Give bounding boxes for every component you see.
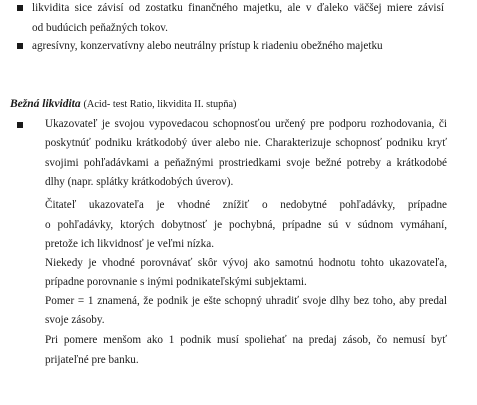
- text-line: o pohľadávky, ktorých dobytnosť je pochybná, prípadne sú v súdnom vymáhaní,: [45, 219, 447, 231]
- text-line: prípadne porovnanie s inými podnikateľskými subjektami.: [45, 276, 307, 288]
- text-line: Pri pomere menšom ako 1 podnik musí spoliehať na predaj zásob, čo nemusí byť: [45, 334, 447, 346]
- text-line: Niekedy je vhodné porovnávať skôr vývoj ako samotnú hodnotu tohto ukazovateľa,: [45, 257, 447, 269]
- text-line: dlhy (napr. splátky krátkodobých úverov).: [45, 176, 234, 188]
- section-title: Bežná likvidita: [10, 98, 81, 110]
- text-line: agresívny, konzervatívny alebo neutrálny prístup k riadeniu obežného majetku: [32, 40, 383, 52]
- bullet-marker: [17, 5, 23, 11]
- text-line: svoje zásoby.: [45, 314, 105, 326]
- text-line: od budúcich peňažných tokov.: [32, 22, 168, 34]
- bullet-marker: [17, 43, 23, 49]
- text-line: Čitateľ ukazovateľa je vhodné znížiť o nedobytné pohľadávky, prípadne: [45, 199, 447, 211]
- section-subtitle: (Acid- test Ratio, likvidita II. stupňa): [83, 99, 237, 110]
- text-line: likvidita sice závisí od zostatku finančného majetku, ale v ďaleko väčšej miere závisí: [32, 2, 444, 14]
- text-line: poskytnúť podniku krátkodobý úver alebo nie. Charakterizuje schopnosť podniku kryť: [45, 137, 447, 149]
- text-line: svojimi pohľadávkami a peňažnými prostriedkami svoje bežné potreby a krátkodobé: [45, 157, 447, 169]
- section-heading: [10, 97, 236, 112]
- text-line: Ukazovateľ je svojou vypovedacou schopnosťou určený pre podporu rozhodovania, či: [45, 118, 447, 130]
- bullet-marker: [17, 122, 23, 128]
- text-line: Pomer = 1 znamená, že podnik je ešte schopný uhradiť svoje dlhy bez toho, aby predal: [45, 295, 447, 307]
- text-line: prijateľné pre banku.: [45, 354, 139, 366]
- text-line: pretože ich likvidnosť je veľmi nízka.: [45, 238, 215, 250]
